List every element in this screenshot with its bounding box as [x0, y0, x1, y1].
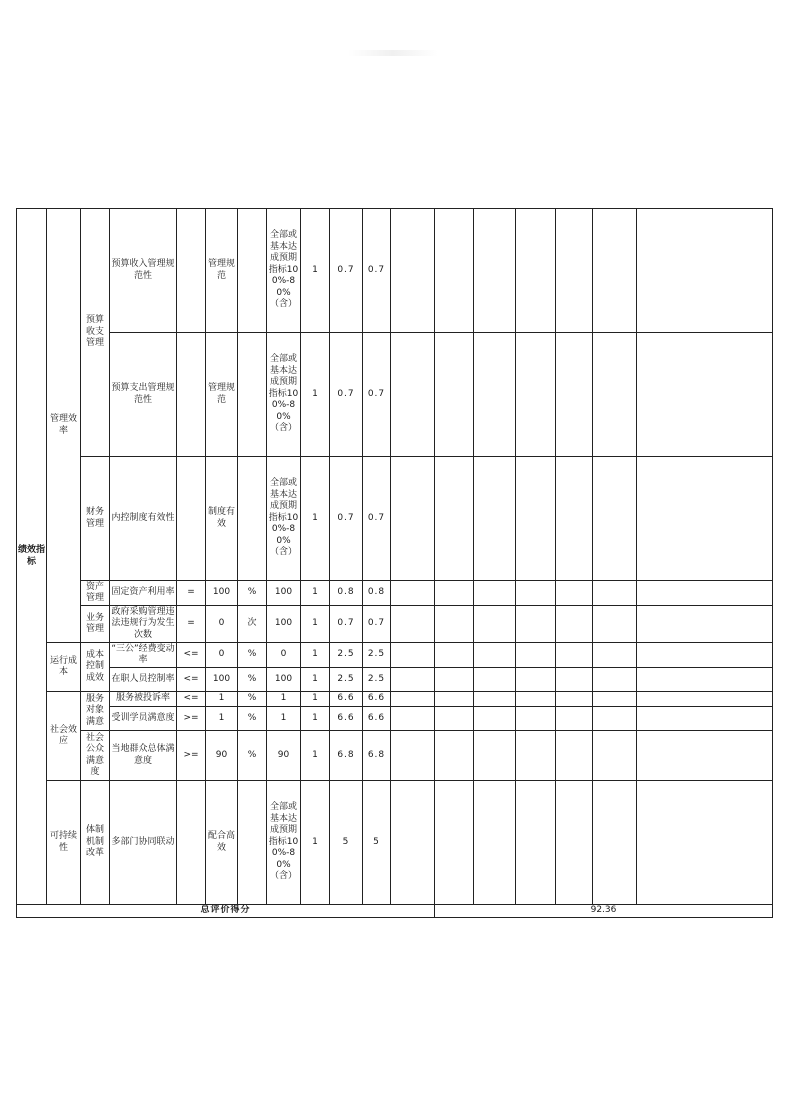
weight-cell: 1: [301, 731, 330, 781]
indicator-name: 内控制度有效性: [110, 457, 177, 581]
blank-cell: [593, 606, 637, 643]
score-cell: 6.6: [363, 692, 391, 707]
blank-cell: [435, 731, 474, 781]
indicator-name: 服务被投诉率: [110, 692, 177, 707]
blank-cell: [516, 457, 556, 581]
blank-cell: [516, 707, 556, 731]
blank-cell: [435, 692, 474, 707]
unit-cell: %: [238, 707, 267, 731]
operator-cell: [177, 333, 206, 457]
blank-cell: [474, 707, 516, 731]
indicator-name: 当地群众总体满意度: [110, 731, 177, 781]
target-value: 1: [206, 707, 238, 731]
score-cell: 0.7: [330, 333, 363, 457]
blank-cell: [637, 333, 773, 457]
blank-cell: [637, 457, 773, 581]
blank-cell: [516, 209, 556, 333]
blank-cell: [391, 781, 435, 905]
table-row: [17, 668, 773, 692]
weight-cell: 1: [301, 581, 330, 606]
blank-cell: [435, 606, 474, 643]
weight-cell: 1: [301, 333, 330, 457]
operator-cell: [177, 781, 206, 905]
blank-cell: [391, 643, 435, 668]
blank-cell: [593, 209, 637, 333]
blank-cell: [593, 731, 637, 781]
blank-cell: [391, 581, 435, 606]
blank-cell: [474, 606, 516, 643]
operator-cell: <=: [177, 692, 206, 707]
blank-cell: [435, 643, 474, 668]
operator-cell: <=: [177, 668, 206, 692]
unit-cell: 次: [238, 606, 267, 643]
standard-cell: 100: [267, 668, 301, 692]
indicator-name: 预算收入管理规范性: [110, 209, 177, 333]
target-value: 0: [206, 606, 238, 643]
target-value: 100: [206, 581, 238, 606]
target-value: 0: [206, 643, 238, 668]
score-cell: 0.7: [363, 457, 391, 581]
blank-cell: [435, 457, 474, 581]
unit-cell: %: [238, 668, 267, 692]
target-value: 90: [206, 731, 238, 781]
blank-cell: [556, 781, 593, 905]
weight-cell: 1: [301, 606, 330, 643]
score-cell: 0.8: [363, 581, 391, 606]
operator-cell: >=: [177, 707, 206, 731]
blank-cell: [637, 581, 773, 606]
weight-cell: 1: [301, 457, 330, 581]
level1-indicator: 社会效应: [47, 692, 81, 781]
blank-cell: [435, 581, 474, 606]
blank-cell: [474, 781, 516, 905]
unit-cell: %: [238, 643, 267, 668]
target-value: 100: [206, 668, 238, 692]
blank-cell: [556, 581, 593, 606]
blank-cell: [637, 606, 773, 643]
table-row: [17, 209, 773, 333]
standard-cell: 100: [267, 581, 301, 606]
indicator-name: 预算支出管理规范性: [110, 333, 177, 457]
blank-cell: [637, 643, 773, 668]
operator-cell: [177, 457, 206, 581]
blank-cell: [435, 668, 474, 692]
table-row: [17, 643, 773, 668]
table-row: [17, 692, 773, 707]
standard-cell: 全部或基本达成预期指标100%-80%（含）: [267, 781, 301, 905]
score-cell: 0.7: [363, 333, 391, 457]
blank-cell: [391, 668, 435, 692]
unit-cell: [238, 457, 267, 581]
level1-indicator: 运行成本: [47, 643, 81, 692]
standard-cell: 100: [267, 606, 301, 643]
blank-cell: [435, 209, 474, 333]
standard-cell: 1: [267, 707, 301, 731]
blank-cell: [516, 668, 556, 692]
weight-cell: 1: [301, 643, 330, 668]
blank-cell: [637, 668, 773, 692]
scan-smudge: [348, 50, 438, 56]
group-label: 绩效指标: [17, 209, 47, 905]
blank-cell: [593, 668, 637, 692]
blank-cell: [556, 457, 593, 581]
standard-cell: 全部或基本达成预期指标100%-80%（含）: [267, 333, 301, 457]
blank-cell: [391, 707, 435, 731]
blank-cell: [516, 581, 556, 606]
level2-indicator: 资产管理: [81, 581, 110, 606]
operator-cell: =: [177, 606, 206, 643]
weight-cell: 1: [301, 707, 330, 731]
indicator-name: 政府采购管理违法违规行为发生次数: [110, 606, 177, 643]
unit-cell: %: [238, 731, 267, 781]
weight-cell: 1: [301, 668, 330, 692]
target-value: 管理规范: [206, 333, 238, 457]
blank-cell: [391, 606, 435, 643]
target-value: 管理规范: [206, 209, 238, 333]
score-cell: 0.7: [330, 457, 363, 581]
level1-indicator: 管理效率: [47, 209, 81, 643]
blank-cell: [516, 781, 556, 905]
blank-cell: [556, 707, 593, 731]
table-row: [17, 731, 773, 781]
score-cell: 0.7: [363, 209, 391, 333]
blank-cell: [637, 707, 773, 731]
blank-cell: [556, 692, 593, 707]
blank-cell: [637, 209, 773, 333]
level2-indicator: 预算收支管理: [81, 209, 110, 457]
blank-cell: [593, 692, 637, 707]
blank-cell: [556, 643, 593, 668]
score-cell: 5: [363, 781, 391, 905]
score-cell: 0.7: [330, 209, 363, 333]
weight-cell: 1: [301, 209, 330, 333]
table-row: [17, 457, 773, 581]
score-cell: 0.8: [330, 581, 363, 606]
blank-cell: [516, 333, 556, 457]
level2-indicator: 社会公众满意度: [81, 731, 110, 781]
table-row: [17, 707, 773, 731]
score-cell: 6.6: [330, 692, 363, 707]
indicator-name: 在职人员控制率: [110, 668, 177, 692]
operator-cell: =: [177, 581, 206, 606]
blank-cell: [474, 333, 516, 457]
blank-cell: [556, 333, 593, 457]
score-cell: 2.5: [330, 668, 363, 692]
blank-cell: [391, 731, 435, 781]
score-cell: 6.6: [330, 707, 363, 731]
indicator-name: “三公”经费变动率: [110, 643, 177, 668]
blank-cell: [391, 457, 435, 581]
blank-cell: [391, 692, 435, 707]
blank-cell: [435, 333, 474, 457]
level2-indicator: 体制机制改革: [81, 781, 110, 905]
level2-indicator: 业务管理: [81, 606, 110, 643]
table-row: [17, 781, 773, 905]
score-cell: 6.6: [363, 707, 391, 731]
target-value: 制度有效: [206, 457, 238, 581]
blank-cell: [593, 333, 637, 457]
indicator-name: 固定资产利用率: [110, 581, 177, 606]
target-value: 1: [206, 692, 238, 707]
performance-evaluation-table: [16, 208, 773, 918]
standard-cell: 90: [267, 731, 301, 781]
total-score-label: 总评价得分: [17, 905, 435, 918]
score-cell: 6.8: [330, 731, 363, 781]
blank-cell: [593, 457, 637, 581]
standard-cell: 1: [267, 692, 301, 707]
total-row: [17, 905, 773, 918]
blank-cell: [516, 643, 556, 668]
unit-cell: [238, 209, 267, 333]
blank-cell: [593, 707, 637, 731]
unit-cell: [238, 333, 267, 457]
score-cell: 2.5: [363, 643, 391, 668]
unit-cell: %: [238, 581, 267, 606]
level2-indicator: 财务管理: [81, 457, 110, 581]
score-cell: 0.7: [330, 606, 363, 643]
standard-cell: 全部或基本达成预期指标100%-80%（含）: [267, 209, 301, 333]
score-cell: 5: [330, 781, 363, 905]
blank-cell: [637, 731, 773, 781]
standard-cell: 全部或基本达成预期指标100%-80%（含）: [267, 457, 301, 581]
blank-cell: [391, 333, 435, 457]
blank-cell: [556, 209, 593, 333]
blank-cell: [474, 643, 516, 668]
blank-cell: [637, 692, 773, 707]
operator-cell: <=: [177, 643, 206, 668]
score-cell: 2.5: [363, 668, 391, 692]
level2-indicator: 成本控制成效: [81, 643, 110, 692]
table-row: [17, 606, 773, 643]
standard-cell: 0: [267, 643, 301, 668]
weight-cell: 1: [301, 692, 330, 707]
target-value: 配合高效: [206, 781, 238, 905]
indicator-name: 多部门协同联动: [110, 781, 177, 905]
blank-cell: [474, 457, 516, 581]
blank-cell: [593, 643, 637, 668]
indicator-name: 受训学员满意度: [110, 707, 177, 731]
score-cell: 0.7: [363, 606, 391, 643]
blank-cell: [474, 581, 516, 606]
blank-cell: [637, 781, 773, 905]
score-cell: 2.5: [330, 643, 363, 668]
level1-indicator: 可持续性: [47, 781, 81, 905]
operator-cell: [177, 209, 206, 333]
unit-cell: [238, 781, 267, 905]
table-row: [17, 333, 773, 457]
blank-cell: [593, 581, 637, 606]
blank-cell: [474, 692, 516, 707]
blank-cell: [435, 707, 474, 731]
score-cell: 6.8: [363, 731, 391, 781]
unit-cell: %: [238, 692, 267, 707]
blank-cell: [474, 209, 516, 333]
level2-indicator: 服务对象满意: [81, 692, 110, 731]
blank-cell: [435, 781, 474, 905]
blank-cell: [556, 668, 593, 692]
blank-cell: [516, 692, 556, 707]
total-score-value: 92.36: [435, 905, 773, 918]
weight-cell: 1: [301, 781, 330, 905]
blank-cell: [593, 781, 637, 905]
blank-cell: [474, 731, 516, 781]
blank-cell: [474, 668, 516, 692]
blank-cell: [516, 606, 556, 643]
blank-cell: [556, 606, 593, 643]
blank-cell: [516, 731, 556, 781]
operator-cell: >=: [177, 731, 206, 781]
blank-cell: [391, 209, 435, 333]
blank-cell: [556, 731, 593, 781]
table-row: [17, 581, 773, 606]
